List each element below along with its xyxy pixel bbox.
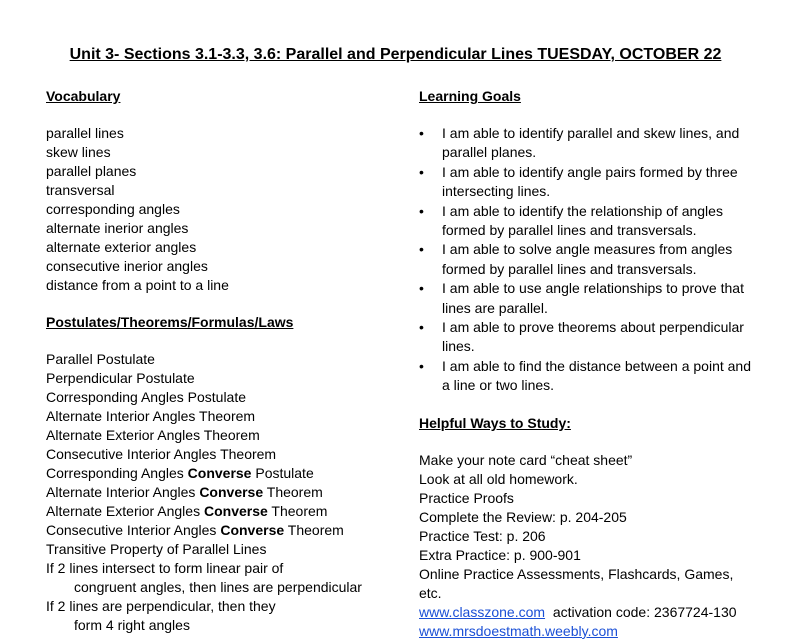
converse-item-pre: Alternate Interior Angles xyxy=(46,484,200,500)
postulate-item: If 2 lines intersect to form linear pair of xyxy=(46,560,284,576)
study-item: Extra Practice: p. 900-901 xyxy=(419,546,581,563)
learning-goal-text: I am able to identify the relationship of angles formed by parallel lines and transversals. xyxy=(442,202,723,239)
vocab-item: parallel lines xyxy=(46,125,124,141)
study-item-continued: etc. xyxy=(419,584,442,601)
learning-goal-item xyxy=(419,240,759,279)
converse-item-pre: Alternate Exterior Angles xyxy=(46,503,204,519)
vocab-item: parallel planes xyxy=(46,163,137,179)
postulates-list xyxy=(46,350,396,635)
converse-item xyxy=(46,464,396,483)
bullet-icon: • xyxy=(419,357,424,374)
converse-item xyxy=(46,502,396,521)
vocab-item: consecutive inerior angles xyxy=(46,258,208,274)
weebly-row xyxy=(419,622,759,641)
converse-item xyxy=(46,521,396,540)
postulate-item: Transitive Property of Parallel Lines xyxy=(46,541,267,557)
vocabulary-list xyxy=(46,124,396,295)
learning-goal-text: I am able to solve angle measures from angles formed by parallel lines and transversals. xyxy=(442,241,733,277)
activation-code: activation code: 2367724-130 xyxy=(552,603,737,620)
bullet-icon: • xyxy=(419,125,424,141)
learning-goal-text: I am able to prove theorems about perpendicular lines. xyxy=(442,319,744,355)
vocab-item: alternate exterior angles xyxy=(46,239,197,255)
bullet-icon: • xyxy=(419,163,424,180)
converse-keyword: Converse xyxy=(187,465,252,481)
vocab-item: transversal xyxy=(46,182,115,198)
converse-item-post: Theorem xyxy=(263,484,323,500)
study-item: Look at all old homework. xyxy=(419,470,578,487)
learning-goals-heading: Learning Goals xyxy=(419,88,521,104)
learning-goal-item xyxy=(419,163,759,202)
converse-item-post: Theorem xyxy=(267,503,328,519)
postulate-item: Consecutive Interior Angles Theorem xyxy=(46,446,277,462)
classzone-link[interactable]: www.classzone.com xyxy=(419,603,546,620)
postulate-item: Alternate Exterior Angles Theorem xyxy=(46,427,260,443)
learning-goal-item xyxy=(419,202,759,241)
page-title: Unit 3- Sections 3.1-3.3, 3.6: Parallel and Perpendicular Lines TUESDAY, OCTOBER 22 xyxy=(69,46,722,63)
learning-goal-item xyxy=(419,124,759,163)
study-item: Make your note card “cheat sheet” xyxy=(419,451,633,468)
study-item: Online Practice Assessments, Flashcards, Games, xyxy=(419,565,734,582)
converse-item-post: Theorem xyxy=(284,522,344,538)
left-column xyxy=(46,87,396,635)
converse-keyword: Converse xyxy=(199,484,264,500)
vocab-item: corresponding angles xyxy=(46,201,180,217)
postulate-item: Corresponding Angles Postulate xyxy=(46,389,247,405)
bullet-icon: • xyxy=(419,241,424,258)
study-item: Complete the Review: p. 204-205 xyxy=(419,508,627,525)
converse-item-post: Postulate xyxy=(251,465,314,481)
converse-item-pre: Consecutive Interior Angles xyxy=(46,522,221,538)
postulate-item-continued: congruent angles, then lines are perpendicular xyxy=(74,579,362,595)
postulate-item: Alternate Interior Angles Theorem xyxy=(46,408,256,424)
postulate-item: Parallel Postulate xyxy=(46,351,155,367)
vocab-item: alternate inerior angles xyxy=(46,220,189,236)
learning-goal-item xyxy=(419,318,759,357)
vocab-item: skew lines xyxy=(46,144,111,160)
postulate-item: If 2 lines are perpendicular, then they xyxy=(46,598,276,614)
study-heading: Helpful Ways to Study: xyxy=(419,414,571,431)
study-item: Practice Proofs xyxy=(419,489,514,506)
learning-goal-text: I am able to identify angle pairs formed by three intersecting lines. xyxy=(442,163,738,200)
postulate-item: Perpendicular Postulate xyxy=(46,370,195,386)
learning-goal-item xyxy=(419,357,759,396)
learning-goals-list xyxy=(419,124,759,396)
converse-item xyxy=(46,483,396,502)
converse-keyword: Converse xyxy=(203,503,268,519)
learning-goal-text: I am able to use angle relationships to prove that lines are parallel. xyxy=(442,280,744,316)
classzone-row xyxy=(419,603,759,622)
postulate-item-continued: form 4 right angles xyxy=(74,617,190,633)
learning-goal-text: I am able to find the distance between a point and a line or two lines. xyxy=(442,357,751,394)
converse-keyword: Converse xyxy=(220,522,285,538)
postulates-heading: Postulates/Theorems/Formulas/Laws xyxy=(46,314,294,330)
right-column xyxy=(419,87,759,641)
learning-goal-text: I am able to identify parallel and skew lines, and parallel planes. xyxy=(442,125,740,161)
study-list xyxy=(419,451,759,641)
weebly-link[interactable]: www.mrsdoestmath.weebly.com xyxy=(419,622,618,639)
learning-goal-item xyxy=(419,279,759,318)
vocabulary-heading: Vocabulary xyxy=(46,88,121,104)
bullet-icon: • xyxy=(419,202,424,219)
converse-item-pre: Corresponding Angles xyxy=(46,465,188,481)
bullet-icon: • xyxy=(419,280,424,297)
bullet-icon: • xyxy=(419,319,424,336)
study-item: Practice Test: p. 206 xyxy=(419,527,546,544)
vocab-item: distance from a point to a line xyxy=(46,277,229,293)
